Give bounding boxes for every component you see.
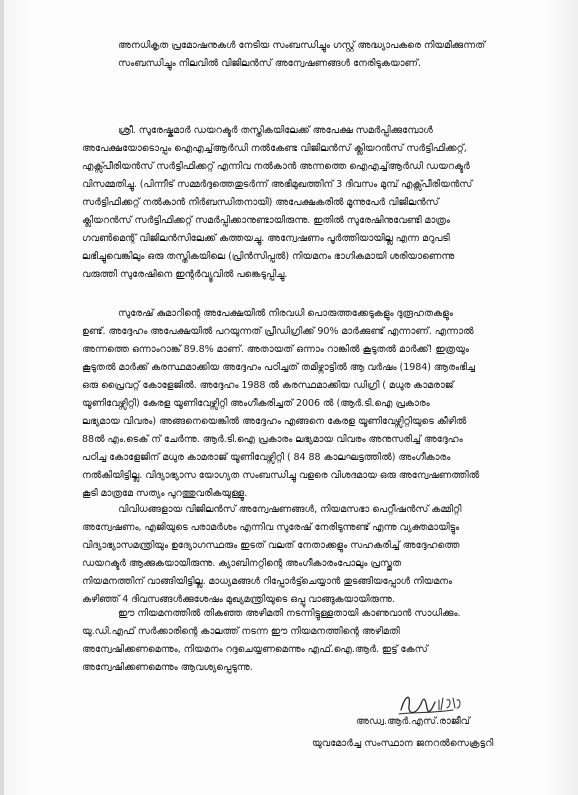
paragraph-line: വിവിധങ്ങളായ വിജിലൻസ് അന്വേഷണങ്ങൾ, നിയമസഭാ പെറ്റീഷൻസ് കമ്മിറ്റി (118, 504, 462, 515)
paragraph-line: യു.ഡി.എഫ് സർക്കാരിന്റെ കാലത്ത് നടന്ന ഈ നിയമനത്തിന്റെ അഴിമതി (82, 626, 400, 637)
paragraph-line: ഒരു പ്രൈവറ്റ് കോളേജിൽ. അദ്ദേഹം 1988 ൽ കരസ്ഥമാക്കിയ ഡിഗ്രി ( മധുര കാമരാജ് (82, 380, 454, 391)
signatory-name: അഡ്വ.ആർ.എസ്.രാജീവ് (356, 716, 470, 727)
paragraph-line: വിദ്യാഭ്യാസമന്ത്രിയും ഉദ്യോഗസ്ഥരും ഇടത് വലത് നേതാക്കളും സഹകരിച്ച് അദ്ദേഹത്തെ (82, 540, 460, 551)
paragraph-line: സർട്ടിഫിക്കറ്റ് നൽകാൻ നിർബന്ധിതനായി) അപേക്ഷകരിൽ മൂന്നുപേർ വിജിലൻസ് (82, 197, 439, 208)
paragraph-line: അനധികൃത പ്രമോഷനുകൾ നേടിയ സംബന്ധിച്ചും ഗസ്റ്റ് അദ്ധ്യാപകരെ നിയമിക്കുന്നത് (118, 40, 486, 51)
paragraph-line: ലഭ്യമായ വിവരം) അങ്ങനെയെങ്കിൽ അദ്ദേഹം എങ്ങനെ കേരള യൂണിവേഴ്സിറ്റിയുടെ കീഴിൽ (82, 416, 467, 427)
paragraph-line: അന്വേഷണം, എജിയുടെ പരാമർശം എന്നിവ സുരേഷ് നേരിടുന്നുണ്ട് എന്നു വ്യക്തമായിട്ടും (82, 522, 460, 533)
signatory-title: യുവമോർച്ച സംസ്ഥാന ജനറൽസെക്രട്ടറി (312, 738, 494, 749)
paragraph-line: ക്ലിയറൻസ് സർട്ടിഫിക്കറ്റ് സമർപ്പിക്കാനുണ്ടായിരുന്നു. ഇതിൽ സുരേഷിനുവേണ്ടി മാത്രം (82, 215, 450, 226)
paragraph-line: ഗവൺമെന്റ് വിജിലൻസിലേക്ക് കത്തയച്ചു. അന്വേഷണം പൂർത്തിയായില്ല എന്ന മറുപടി (82, 233, 450, 244)
paragraph-line: വിസമ്മതിച്ചു. (പിന്നീട് സമ്മർദ്ദത്തെതുടർന്ന് അഭിമുഖത്തിന് 3 ദിവസം മുമ്പ് എക്സ്പീരിയൻസ് (82, 179, 473, 190)
paragraph-line: ലഭിച്ചുവെങ്കിലും ഒരു തസ്തികയിലെ (പ്രിൻസിപ്പൽ) നിയമനം ഭാഗികമായി ശരിയാണെന്നു (82, 251, 455, 262)
paragraph-line: അപേക്ഷയോടൊപ്പം ഐഎച്ച്ആർഡി നൽകേണ്ട വിജിലൻസ് ക്ലിയറൻസ് സർട്ടിഫിക്കറ്റ്, (82, 143, 467, 154)
paragraph-line: 88ൽ എം.ടെക് ന് ചേർന്നു. ആർ.ടി.ഐ പ്രകാരം ലഭ്യമായ വിവരം അനുസരിച്ച് അദ്ദേഹം (82, 434, 463, 445)
paragraph-line: അന്നത്തെ ഒന്നാംറാങ്ക് 89.8% മാണ്. അതായത് ഒന്നാം റാങ്കിൽ കൂടുതൽ മാർക്ക്! ഇത്രയും (82, 344, 469, 355)
paragraph-line: യൂണിവേഴ്സിറ്റി) കേരള യൂണിവേഴ്സിറ്റി അംഗീകരിച്ചത് 2006 ൽ (ആർ.ടി.ഐ പ്രകാരം (82, 398, 430, 409)
paragraph-line: ശ്രീ. സുരേഷ്കുമാർ ഡയറക്ടർ തസ്തികയിലേക്ക് അപേക്ഷ സമർപ്പിക്കുമ്പോൾ (118, 125, 433, 136)
paragraph-line: വരുത്തി സുരേഷിനെ ഇന്റർവ്യൂവിൽ പങ്കെടുപ്പിച്ചു. (82, 269, 288, 280)
paragraph-line: പഠിച്ച കോളേജിന് മധുര കാമരാജ് യൂണിവേഴ്സിറ്റി ( 84 88 കാലഘട്ടത്തിൽ) അംഗീകാരം (82, 452, 451, 463)
paragraph-line: കൂടി മാത്രമേ സത്യം പുറത്തുവരികയുള്ളൂ. (82, 488, 248, 499)
paragraph-line: കൂടുതൽ മാർക്ക് കരസ്ഥമാക്കിയ അദ്ദേഹം പഠിച്ചത് തമിഴ്നാട്ടിൽ ആ വർഷം (1984) ആരംഭിച്ച (82, 362, 475, 373)
paragraph-line: നിയമനത്തിന് വാങ്ങിയിട്ടില്ല. മാധ്യമങ്ങൾ റിപ്പോർട്ട്ചെയ്യാൻ തുടങ്ങിയപ്പോൾ നിയമനം (82, 576, 453, 587)
paragraph-line: സംബന്ധിച്ചും നിലവിൽ വിജിലൻസ് അന്വേഷണങ്ങൾ നേരിടുകയാണ്. (118, 58, 421, 69)
paragraph-line: അന്വേഷിക്കണമെന്നും, നിയമനം റദ്ദചെയ്യണമെന്നും എഫ്.ഐ.ആർ. ഇട്ട് കേസ് (82, 644, 428, 655)
paragraph-line: ഡയറക്ടർ ആക്കുകയായിരുന്നു. ക്യാബിനറ്റിന്റെ അംഗീകാരംപോലും പ്രസ്തുത (82, 558, 402, 569)
paragraph-4 (82, 501, 552, 609)
paragraph-2 (82, 122, 552, 284)
paragraph-line: നൽകിയിട്ടില്ല. വിദ്യാഭ്യാസ യോഗ്യത സംബന്ധിച്ചു വളരെ വിശദമായ ഒരു അന്വേഷണത്തിൽ (82, 470, 480, 481)
paragraph-line: ഈ നിയമനത്തിൽ തികഞ്ഞ അഴിമതി നടന്നിട്ടുള്ളതായി കാണുവാൻ സാധിക്കും. (118, 608, 461, 619)
paragraph-line: എക്സ്പീരിയൻസ് സർട്ടിഫിക്കറ്റ് എന്നിവ നൽകാൻ അന്നത്തെ ഐഎച്ച്ആർഡി ഡയറക്ടർ (82, 161, 470, 172)
paragraph-line: ഉണ്ട്. അദ്ദേഹം അപേക്ഷയിൽ പറയുന്നത് പ്രീഡിഗ്രിക്ക് 90% മാർക്കുണ്ട് എന്നാണ്. എന്നാൽ (82, 326, 474, 337)
paragraph-line: സുരേഷ് കുമാറിന്റെ അപേക്ഷയിൽ നിരവധി പൊരുത്തക്കേടുകളും ദുരൂഹതകളും (118, 308, 453, 319)
paragraph-1 (118, 37, 558, 73)
paragraph-line: കഴിഞ്ഞ് 4 ദിവസങ്ങൾക്കുശേഷം മുഖ്യമന്ത്രിയുടെ ഒപ്പു വാങ്ങുകയായിരുന്നു. (82, 594, 395, 605)
paragraph-5 (82, 605, 552, 677)
scan-edge-shadow (0, 0, 4, 795)
paragraph-line: അന്വേഷിക്കണമെന്നും ആവശ്യപ്പെടുന്നു. (82, 662, 253, 673)
paragraph-3 (82, 305, 552, 503)
